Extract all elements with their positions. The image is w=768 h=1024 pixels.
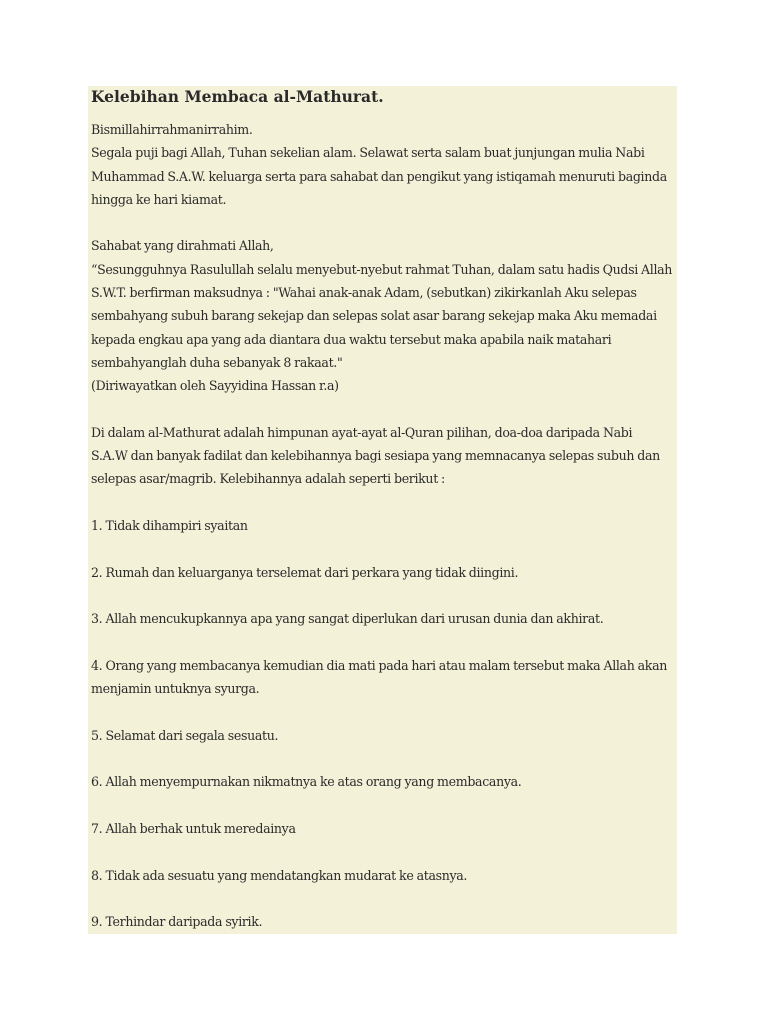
list-item: 7. Allah berhak untuk meredainya: [91, 820, 296, 836]
explain-line: Di dalam al-Mathurat adalah himpunan ayat-ayat al-Quran pilihan, doa-doa daripada Nabi: [91, 424, 633, 440]
hadith-source: (Diriwayatkan oleh Sayyidina Hassan r.a): [91, 378, 339, 394]
hadith-paragraph: [91, 234, 673, 397]
list-item: 2. Rumah dan keluarganya terselemat dari perkara yang tidak diingini.: [91, 564, 519, 580]
intro-line: Segala puji bagi Allah, Tuhan sekelian alam. Selawat serta salam buat junjungan mulia Nabi: [91, 145, 645, 161]
list-item: 3. Allah mencukupkannya apa yang sangat diperlukan dari urusan dunia dan akhirat.: [91, 611, 604, 627]
spacer: [91, 107, 673, 118]
list-item-line: 4. Orang yang membacanya kemudian dia mati pada hari atau malam tersebut maka Allah akan: [91, 657, 667, 673]
list-item: 8. Tidak ada sesuatu yang mendatangkan mudarat ke atasnya.: [91, 867, 468, 883]
hadith-line: S.W.T. berfirman maksudnya : "Wahai anak-anak Adam, (sebutkan) zikirkanlah Aku selepas: [91, 285, 637, 301]
list-item: [91, 654, 673, 701]
intro-line: hingga ke hari kiamat.: [91, 191, 227, 207]
hadith-line: Sahabat yang dirahmati Allah,: [91, 238, 274, 254]
hadith-line: kepada engkau apa yang ada diantara dua waktu tersebut maka apabila naik matahari: [91, 331, 612, 347]
list-item: 1. Tidak dihampiri syaitan: [91, 518, 248, 534]
spacer: [91, 747, 673, 770]
spacer: [91, 491, 673, 514]
spacer: [91, 794, 673, 817]
hadith-line: sembahyanglah duha sebanyak 8 rakaat.": [91, 354, 343, 370]
list-item: 5. Selamat dari segala sesuatu.: [91, 727, 279, 743]
spacer: [91, 211, 673, 234]
article-title: Kelebihan Membaca al-Mathurat.: [91, 87, 384, 106]
article-panel: [88, 86, 677, 934]
spacer: [91, 631, 673, 654]
explain-line: S.A.W dan banyak fadilat dan kelebihannya bagi sesiapa yang memnacanya selepas subuh dan: [91, 448, 660, 464]
hadith-line: sembahyang subuh barang sekejap dan selepas solat asar barang sekejap maka Aku memadai: [91, 308, 657, 324]
list-item: 6. Allah menyempurnakan nikmatnya ke atas orang yang membacanya.: [91, 774, 522, 790]
list-item-line: menjamin untuknya syurga.: [91, 681, 260, 697]
spacer: [91, 840, 673, 863]
hadith-line: “Sesungguhnya Rasulullah selalu menyebut-nyebut rahmat Tuhan, dalam satu hadis Qudsi Allah: [91, 261, 673, 277]
list-item: 9. Terhindar daripada syirik.: [91, 914, 263, 930]
intro-line: Muhammad S.A.W. keluarga serta para sahabat dan pengikut yang istiqamah menuruti baginda: [91, 168, 667, 184]
explain-paragraph: [91, 421, 673, 491]
article-body: [88, 86, 677, 933]
spacer: [91, 700, 673, 723]
spacer: [91, 398, 673, 421]
spacer: [91, 887, 673, 910]
spacer: [91, 537, 673, 560]
intro-paragraph: [91, 118, 673, 211]
explain-line: selepas asar/magrib. Kelebihannya adalah seperti berikut :: [91, 471, 445, 487]
intro-line: Bismillahirrahmanirrahim.: [91, 122, 253, 137]
spacer: [91, 584, 673, 607]
